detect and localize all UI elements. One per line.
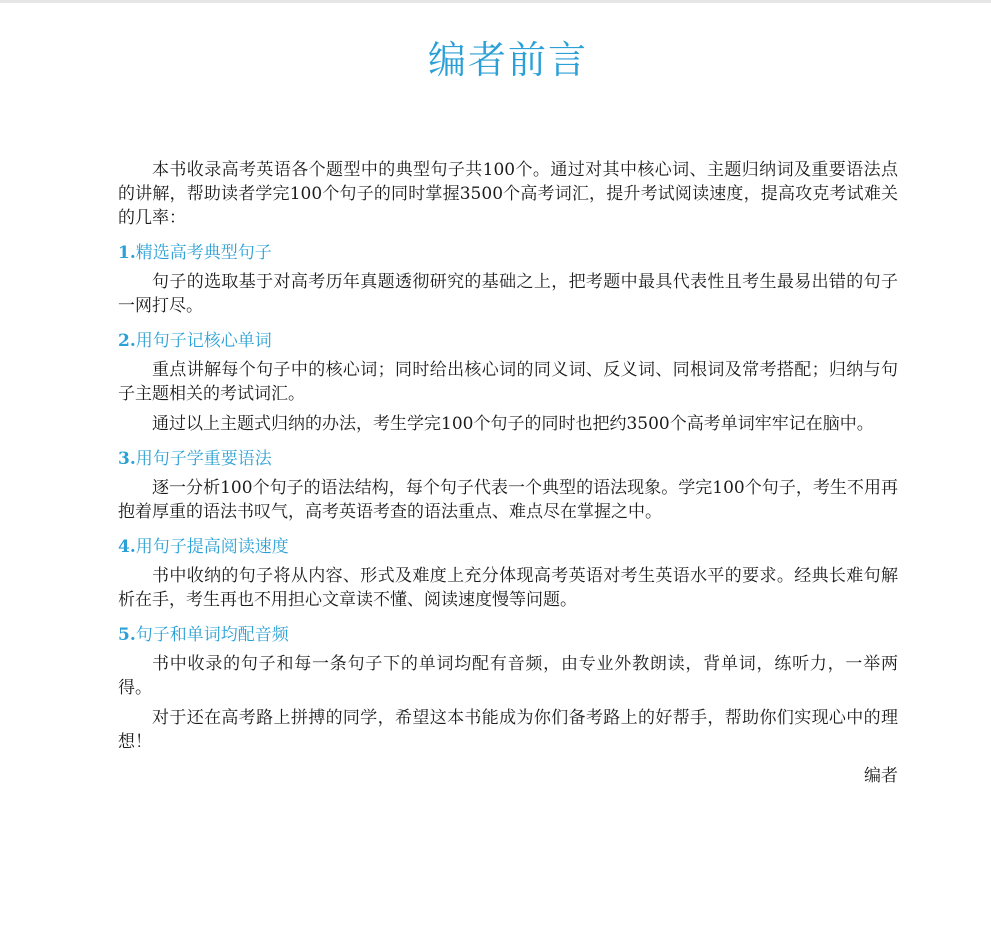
section-paragraph: 书中收录的句子和每一条句子下的单词均配有音频，由专业外教朗读，背单词，练听力，一举两得。 <box>118 654 898 698</box>
closing-paragraph: 对于还在高考路上拼搏的同学，希望这本书能成为你们备考路上的好帮手，帮助你们实现心中的理想！ <box>118 708 898 752</box>
section-number: 4. <box>118 537 136 557</box>
preface-page <box>118 30 898 788</box>
author-signature: 编者 <box>864 766 898 786</box>
page-title: 编者前言 <box>427 38 588 82</box>
intro-paragraph: 本书收录高考英语各个题型中的典型句子共100个。通过对其中核心词、主题归纳词及重要语法点的讲解，帮助读者学完100个句子的同时掌握3500个高考词汇，提升考试阅读速度，提高攻克考试难关的几率： <box>118 160 898 228</box>
intro-block <box>118 158 898 230</box>
section-2 <box>118 318 898 436</box>
section-title: 句子和单词均配音频 <box>135 625 289 645</box>
section-paragraph: 句子的选取基于对高考历年真题透彻研究的基础之上，把考题中最具代表性且考生最易出错的句子一网打尽。 <box>118 272 898 316</box>
section-number: 3. <box>118 449 136 469</box>
section-title: 用句子学重要语法 <box>135 449 272 469</box>
section-heading <box>118 230 898 270</box>
section-heading <box>118 436 898 476</box>
section-paragraph: 重点讲解每个句子中的核心词；同时给出核心词的同义词、反义词、同根词及常考搭配；归纳与句子主题相关的考试词汇。 <box>118 360 898 404</box>
section-5 <box>118 612 898 754</box>
section-4 <box>118 524 898 612</box>
section-heading <box>118 318 898 358</box>
section-3 <box>118 436 898 524</box>
section-paragraph: 书中收纳的句子将从内容、形式及难度上充分体现高考英语对考生英语水平的要求。经典长难句解析在手，考生再也不用担心文章读不懂、阅读速度慢等问题。 <box>118 566 898 610</box>
section-heading <box>118 524 898 564</box>
section-number: 2. <box>118 331 136 351</box>
section-title: 用句子提高阅读速度 <box>135 537 289 557</box>
section-1 <box>118 230 898 318</box>
section-number: 1. <box>118 243 136 263</box>
section-paragraph: 逐一分析100个句子的语法结构，每个句子代表一个典型的语法现象。学完100个句子，考生不用再抱着厚重的语法书叹气，高考英语考查的语法重点、难点尽在掌握之中。 <box>118 478 898 522</box>
section-heading <box>118 612 898 652</box>
section-title: 精选高考典型句子 <box>135 243 272 263</box>
top-divider <box>0 0 991 3</box>
section-number: 5. <box>118 625 136 645</box>
section-title: 用句子记核心单词 <box>135 331 272 351</box>
section-paragraph: 通过以上主题式归纳的办法，考生学完100个句子的同时也把约3500个高考单词牢牢记在脑中。 <box>152 414 874 434</box>
